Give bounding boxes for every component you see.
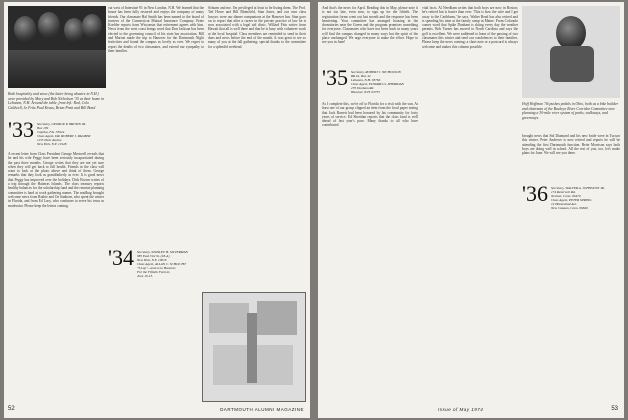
issue-footer: Issue of May 1974 (438, 407, 484, 412)
class-year: '34 (108, 245, 134, 270)
column-text: brought news that Sid Diamond and his new bride were in Tucson this winter. Peter Andrews is now retired and reports he will be attending the first Dartmouth function. Bette Morrison says both boys are doing well in school. All the rest of you, too, let's make plans for June. We will see you there. (522, 134, 620, 156)
column-text: Schurm and me. I'm privileged at least to be listing them. The Prof. Ted Howe and Bill Blomfield, Stan Jones, and our own class lawyer, were our dinner companions at the Hanover Inn. Stan goes on to report that after a career in the private practice of law he is now associated with a legal aid clinic. Willard Fitts writes from Hawaii that all is well there and that he is busy with volunteer work at the local hospital. Class members are reminded to send in their dues and news before the end of the month. It was great to see so many of you at the fall gathering; special thanks to the committee for a splendid weekend. (208, 6, 306, 49)
column-1 (322, 6, 418, 46)
page-number: 53 (611, 406, 618, 412)
dinner-party-photo (8, 6, 106, 88)
secretary-info: Secretary, ROBERT J. NICHOLSON RR #1, Box 42 Lebanon, N.H. 03766 Class Agent, EDWARD G. SHERIDAN 270 Dunham Rd. Hanover, N.H. 03755 (350, 70, 404, 94)
column-3 (522, 134, 620, 157)
column-text: And that's the news for April. Reading this in May, please note it is not too late, even now, to sign up for the fiftieth. The registration forms went out last month and the response has been heartening. Your committee has arranged housing in the dormitories near the Green and the program promises something for everyone. Classmates who have not been back in many years will find the campus changed in many ways but the spirit of the place unchanged. We urge everyone to make the effort. Hope to see you in June! (322, 6, 418, 45)
class-heading-1933 (8, 117, 106, 146)
left-page (4, 2, 310, 418)
column-1 (8, 152, 104, 209)
column-text: vital facts. Al Needham writes that both boys are now in Boston; he's retired but is busier than ever. 'This is how the wife and I get away to the Caribbean,' he says. Walter Read has also retired and is spending his time at the family camp in Maine. From Colorado comes word that Spike Dunham is skiing every day the weather permits. Bob Turner has moved to North Carolina and says the golf is excellent. We were saddened to learn of the passing of two classmates this winter and send our condolences to their families. Please keep the news coming; a short note or a postcard is always welcome and makes this column possible. (422, 6, 518, 49)
class-year: '33 (8, 117, 34, 142)
campus-drawing (202, 292, 306, 402)
class-heading-1935 (322, 65, 420, 94)
magazine-footer: DARTMOUTH ALUMNI MAGAZINE (220, 407, 304, 412)
column-text: cut west of Interstate 91 in New London, N.H. We learned that the house has been fully restored and enjoys the company of many friends. Our classmate Hal Smith has been named to the board of trustees of the Connecticut Mutual Insurance Company. Ernie Koehler reports from Wisconsin that retirement agrees with him. News from the west coast brings word that Don Jackson has been elected to the governing council of his state bar association. Bill and Marion made the trip to Hanover for the Dartmouth Night festivities and found the campus as lovely as ever. We regret to report the deaths of two classmates, and extend our sympathy to their families. (108, 6, 204, 53)
class-heading-1934 (108, 245, 206, 278)
cyclist-photo (522, 6, 620, 98)
photo-caption: Hoff Hoffman '36 pushes pedals in Ohio, both as a bike builder and chairman of the Buckeye River Corridor Committee now planning a 30-mile river system of parks, walkways, and greenways. (522, 102, 619, 120)
column-3 (208, 6, 306, 50)
secretary-info: Secretary, GEORGE P. BROWN JR. Box 109 Captiva, Fla. 33924 Class Agent, DR. ROBERT J. PALMER 1155 Park Avenue New York, N.Y. 10128 (36, 122, 91, 146)
secretary-info: Secretary, WALTER A. JOHNSTON JR. 174 Reservoir Rd. Newton, Conn. 06470 Class Agent, PETER SPRING 14 Homestead Ave. New Canaan, Conn. 06840 (550, 186, 605, 210)
column-text: As I complete this, we're off to Florida for a visit with the sun. At least one of our group clipped an item from the local paper noting that Jack Barrett had been honored by his community for forty years of service. Ed Sheridan reports that the class fund is well ahead of last year's pace. Many thanks to all who have contributed. (322, 102, 418, 128)
photo-caption: Both hospitality and snow (the latter being abusive in N.H.) were provided by Mary and Bob Nicholson '35 at their home in Lebanon, N.H. Around the table, from left: Rod, Colo Caldwell, Jo Fritz Paul Kraus, Brian Pratt and Bill Bond (8, 92, 104, 110)
column-2 (422, 6, 518, 50)
right-page (318, 2, 624, 418)
column-2 (108, 6, 204, 55)
page-number: 52 (8, 406, 15, 412)
column-text: A recent letter from Class President George Mestwell reveals that he and his wife Peggy have been seriously incapacitated during the past three months. George writes that they are not yet sure when they will get back to full health. Friends in the class will want to look at the photo above and think of them. George remarks that they look as grandfatherly as ever. It is good news that Peggy has improved over the holidays. Dick Brown writes of a trip through the Hatteras Islands. The class treasury reports healthy balances for the scholarship fund and the reunion planning committee is hard at work gathering names. The mailbag brought welcome news from Ruthie and Oz Sanborn, who spent the winter in Florida, and from Ed Lucy, who continues to serve his town as moderator. Please keep the letters coming. (8, 152, 104, 208)
class-year: '36 (522, 181, 548, 206)
magazine-spread (4, 2, 624, 418)
class-heading-1936 (522, 181, 622, 210)
secretary-info: Secretary, STANLEY H. SILVERMAN 385 East 31st St. (18-A) New York, N.Y. 10016 Class Agent, ALLAN C. SCHLICHT "34 up"—and so to Hanover, For the Fiftieth Forever, June 10-13. (136, 250, 188, 278)
class-year: '35 (322, 65, 348, 90)
column-1b (322, 102, 418, 129)
